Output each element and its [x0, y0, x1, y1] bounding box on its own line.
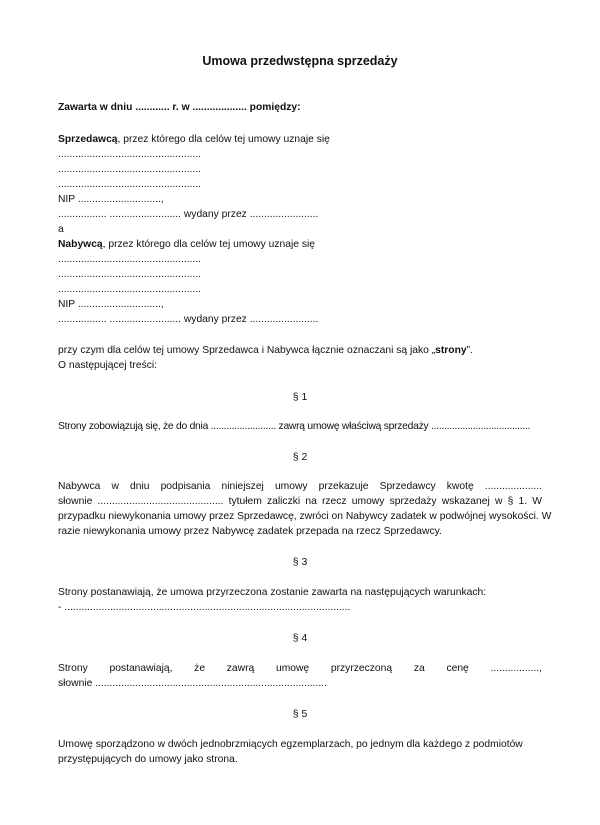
buyer-blank-1: .................................................. — [58, 254, 202, 265]
parties-line — [58, 344, 473, 357]
section-5-heading: § 5 — [292, 708, 308, 720]
buyer-id: ................. ......................... wydany przez ........................ — [58, 314, 319, 325]
seller-label: Sprzedawcą — [58, 134, 118, 145]
section-3-line-2: - .................................................................................................... — [58, 602, 351, 613]
parties-end: ”. — [466, 345, 473, 356]
section-3-heading: § 3 — [292, 556, 308, 568]
seller-desc: , przez którego dla celów tej umowy uznaje się — [117, 134, 330, 145]
section-5-line-2: przystępujących do umowy jako strona. — [58, 754, 238, 765]
section-2-line-1: Nabywca w dniu podpisania niniejszej umowy przekazuje Sprzedawcy kwotę .................... — [58, 481, 542, 492]
section-5-line-1: Umowę sporządzono w dwóch jednobrzmiących egzemplarzach, po jednym dla każdego z podmiotów — [58, 739, 523, 750]
section-4-heading: § 4 — [292, 632, 308, 644]
seller-blank-3: .................................................. — [58, 179, 202, 190]
section-2-line-2: słownie ............................................ tytułem zaliczki na rzecz umowy sprzedaży wskazanej w § 1. W — [58, 496, 542, 507]
section-3-line-1: Strony postanawiają, że umowa przyrzeczona zostanie zawarta na następujących warunkach: — [58, 587, 487, 598]
parties-strong: strony — [435, 345, 467, 356]
parties-text: przy czym dla celów tej umowy Sprzedawca i Nabywca łącznie oznaczani są jako „ — [58, 345, 436, 356]
section-2-heading: § 2 — [292, 451, 308, 463]
intro-line: Zawarta w dniu ............ r. w ................... pomiędzy: — [58, 102, 301, 113]
seller-nip: NIP ............................., — [58, 194, 164, 205]
section-4-line-1: Strony postanawiają, że zawrą umowę przyrzeczoną za cenę ................., — [58, 663, 542, 674]
seller-blank-1: .................................................. — [58, 149, 202, 160]
section-2-line-3: przypadku niewykonania umowy przez Sprzedawcę, zwróci on Nabywcy zadatek w podwójnej wysokości. W — [58, 511, 552, 522]
seller-id: ................. ......................... wydany przez ........................ — [58, 209, 319, 220]
seller-heading — [58, 133, 330, 146]
and-separator: a — [58, 224, 64, 235]
seller-blank-2: .................................................. — [58, 164, 202, 175]
section-1-heading: § 1 — [292, 391, 308, 403]
buyer-blank-2: .................................................. — [58, 269, 202, 280]
buyer-nip: NIP ............................., — [58, 299, 164, 310]
buyer-label: Nabywcą — [58, 239, 103, 250]
section-2-line-4: razie niewykonania umowy przez Nabywcę zadatek przepada na rzecz Sprzedawcy. — [58, 526, 442, 537]
section-1-line-1: Strony zobowiązują się, że do dnia ......................... zawrą umowę właściwą sprzedaży ...................................... — [58, 421, 531, 432]
document-title: Umowa przedwstępna sprzedaży — [202, 54, 398, 68]
buyer-desc: , przez którego dla celów tej umowy uznaje się — [102, 239, 315, 250]
buyer-blank-3: .................................................. — [58, 284, 202, 295]
buyer-heading — [58, 238, 315, 251]
section-4-line-2: słownie ................................................................................. — [58, 678, 327, 689]
content-intro: O następującej treści: — [58, 360, 158, 371]
